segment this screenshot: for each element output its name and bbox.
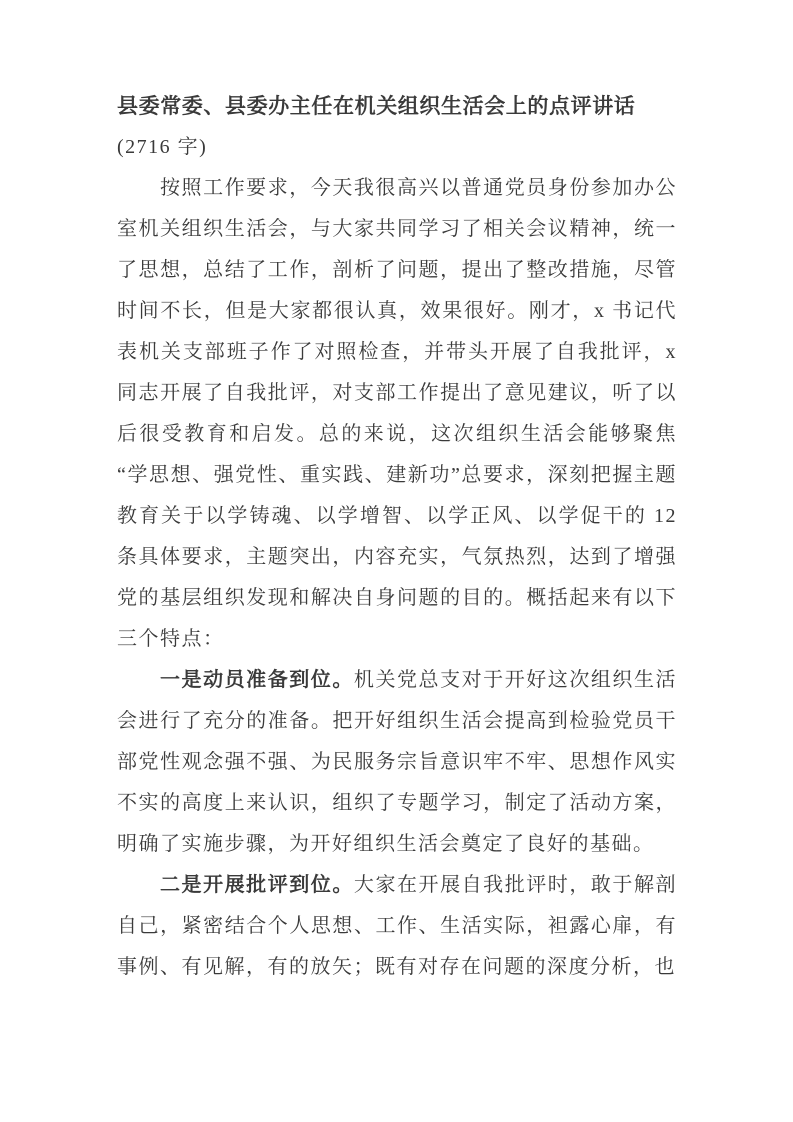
paragraph-point-one: [117, 660, 677, 865]
document-title: 县委常委、县委办主任在机关组织生活会上的点评讲话: [117, 94, 636, 118]
paragraph-point-two-text: 大家在开展自我批评时，敢于解剖自己，紧密结合个人思想、工作、生活实际，袒露心扉，有事例、有见解，有的放矢；既有对存在问题的深度分析，也: [117, 874, 678, 978]
paragraph-intro: [117, 168, 677, 660]
paragraph-point-two: [117, 865, 677, 988]
paragraph-point-one-lead: 一是动员准备到位。: [160, 669, 354, 691]
paragraph-point-one-text: 机关党总支对于开好这次组织生活会进行了充分的准备。把开好组织生活会提高到检验党员干部党性观念强不强、为民服务宗旨意识牢不牢、思想作风实不实的高度上来认识，组织了专题学习，制定了活动方案，明确了实施步骤，为开好组织生活会奠定了良好的基础。: [117, 669, 678, 855]
paragraph-intro-text: 按照工作要求，今天我很高兴以普通党员身份参加办公室机关组织生活会，与大家共同学习了相关会议精神，统一了思想，总结了工作，剖析了问题，提出了整改措施，尽管时间不长，但是大家都很认真，效果很好。刚才，x 书记代表机关支部班子作了对照检查，并带头开展了自我批评，x 同志开展了自我批评，对支部工作提出了意见建议，听了以后很受教育和启发。总的来说，这次组织生活会能够聚焦“学思想、强党性、重实践、建新功”总要求，深刻把握主题教育关于以学铸魂、以学增智、以学正风、以学促干的 12 条具体要求，主题突出，内容充实，气氛热烈，达到了增强党的基层组织发现和解决自身问题的目的。概括起来有以下三个特点：: [117, 177, 677, 650]
word-count: (2716 字): [117, 136, 208, 158]
paragraph-point-two-lead: 二是开展批评到位。: [160, 874, 354, 896]
